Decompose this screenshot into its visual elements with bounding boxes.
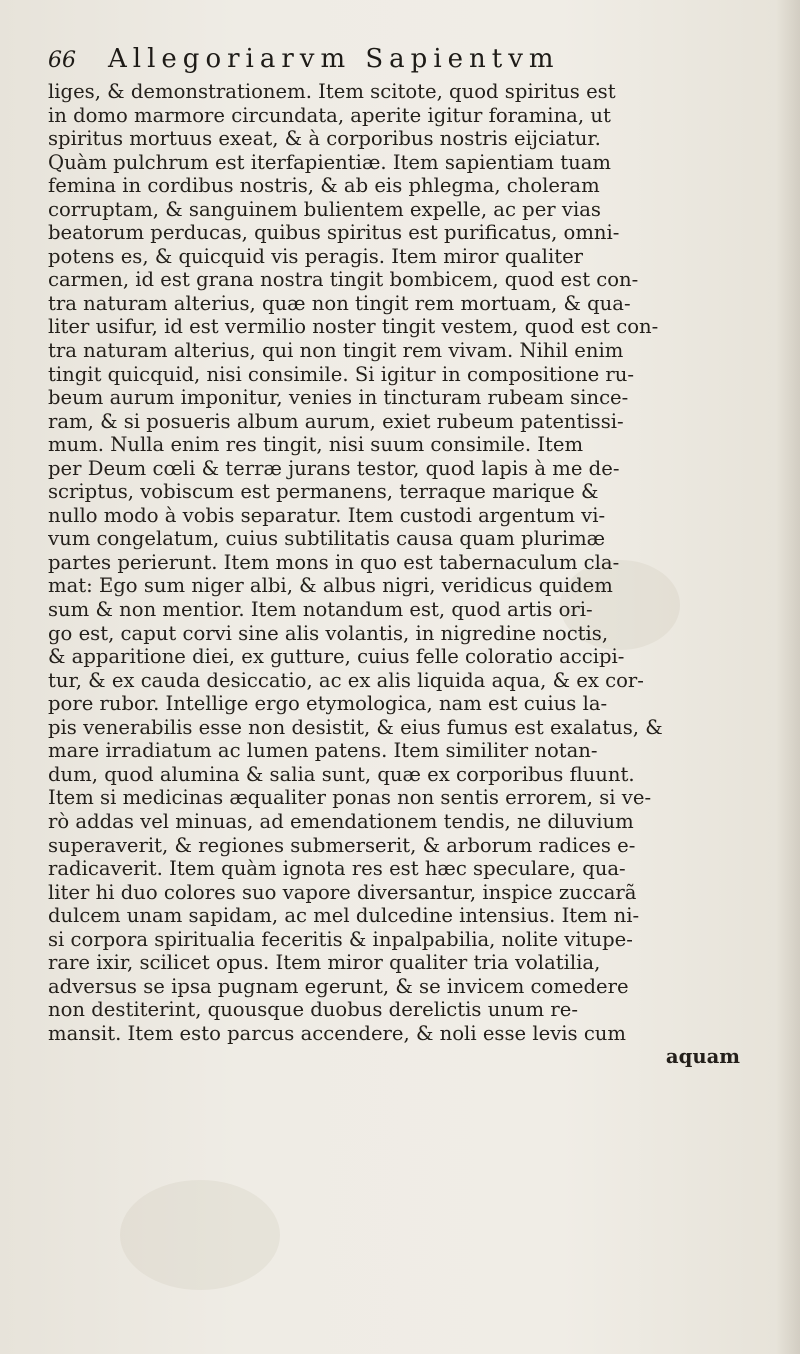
text-line: rare ixir, scilicet opus. Item miror qualiter tria volatilia, <box>48 951 601 975</box>
text-line: tra naturam alterius, quæ non tingit rem mortuam, & qua- <box>48 291 631 315</box>
text-line: liter usifur, id est vermilio noster tingit vestem, quod est con- <box>48 315 659 339</box>
page-edge-shadow <box>776 0 800 1354</box>
text-line: potens es, & quicquid vis peragis. Item miror qualiter <box>48 244 584 268</box>
text-line: scriptus, vobiscum est permanens, terraque marique & <box>48 480 599 504</box>
text-line: dulcem unam sapidam, ac mel dulcedine intensius. Item ni- <box>48 904 640 928</box>
text-line: in domo marmore circundata, aperite igitur foramina, ut <box>48 103 611 127</box>
text-line: nullo modo à vobis separatur. Item custodi argentum vi- <box>48 503 606 527</box>
text-line: si corpora spiritualia feceritis & inpalpabilia, nolite vitupe- <box>48 927 633 951</box>
page-header <box>48 40 748 80</box>
text-line: corruptam, & sanguinem bulientem expelle, ac per vias <box>48 197 601 221</box>
text-line: pis venerabilis esse non desistit, & eius fumus est exalatus, & <box>48 715 663 739</box>
text-line: mat: Ego sum niger albi, & albus nigri, veridicus quidem <box>48 574 613 598</box>
text-line: partes perierunt. Item mons in quo est tabernaculum cla- <box>48 550 620 574</box>
text-line: per Deum cœli & terræ jurans testor, quod lapis à me de- <box>48 456 620 480</box>
body-text <box>48 80 770 1069</box>
text-line: liges, & demonstrationem. Item scitote, quod spiritus est <box>48 80 616 103</box>
text-line: beatorum perducas, quibus spiritus est purificatus, omni- <box>48 221 620 245</box>
text-line: spiritus mortuus exeat, & à corporibus nostris eijciatur. <box>48 127 601 151</box>
text-line: superaverit, & regiones submerserit, & arborum radices e- <box>48 833 636 857</box>
text-line: carmen, id est grana nostra tingit bombicem, quod est con- <box>48 268 639 292</box>
text-line: vum congelatum, cuius subtilitatis causa quam plurimæ <box>48 527 606 551</box>
text-line: beum aurum imponitur, venies in tincturam rubeam since- <box>48 386 629 410</box>
text-line: femina in cordibus nostris, & ab eis phlegma, choleram <box>48 174 600 198</box>
text-line: tur, & ex cauda desiccatio, ac ex alis liquida aqua, & ex cor- <box>48 668 644 692</box>
running-head: Allegoriarvm Sapientvm <box>108 44 560 74</box>
text-line: Item si medicinas æqualiter ponas non sentis errorem, si ve- <box>48 786 652 810</box>
text-line: adversus se ipsa pugnam egerunt, & se invicem comedere <box>48 974 629 998</box>
text-line: go est, caput corvi sine alis volantis, in nigredine noctis, <box>48 621 609 645</box>
text-line: ram, & si posueris album aurum, exiet rubeum patentissi- <box>48 409 624 433</box>
text-line: tra naturam alterius, qui non tingit rem vivam. Nihil enim <box>48 339 624 363</box>
text-line: dum, quod alumina & salia sunt, quæ ex corporibus fluunt. <box>48 762 635 786</box>
text-line: radicaverit. Item quàm ignota res est hæc speculare, qua- <box>48 857 626 881</box>
text-line: mare irradiatum ac lumen patens. Item similiter notan- <box>48 739 598 763</box>
text-line: non destiterint, quousque duobus derelictis unum re- <box>48 998 578 1022</box>
text-line: & apparitione diei, ex gutture, cuius felle coloratio accipi- <box>48 645 625 669</box>
text-line: rò addas vel minuas, ad emendationem tendis, ne diluvium <box>48 809 634 833</box>
catchword: aquam <box>665 1045 740 1069</box>
page-number: 66 <box>48 48 76 73</box>
text-line: pore rubor. Intellige ergo etymologica, nam est cuius la- <box>48 692 608 716</box>
text-line: mansit. Item esto parcus accendere, & noli esse levis cum <box>48 1021 626 1045</box>
text-line: Quàm pulchrum est iterfapientiæ. Item sapientiam tuam <box>48 150 611 174</box>
text-line: sum & non mentior. Item notandum est, quod artis ori- <box>48 598 593 622</box>
text-line: mum. Nulla enim res tingit, nisi suum consimile. Item <box>48 433 584 457</box>
text-line: tingit quicquid, nisi consimile. Si igitur in compositione ru- <box>48 362 635 386</box>
paper-stain <box>120 1180 280 1290</box>
text-line: liter hi duo colores suo vapore diversantur, inspice zuccarã <box>48 880 637 904</box>
